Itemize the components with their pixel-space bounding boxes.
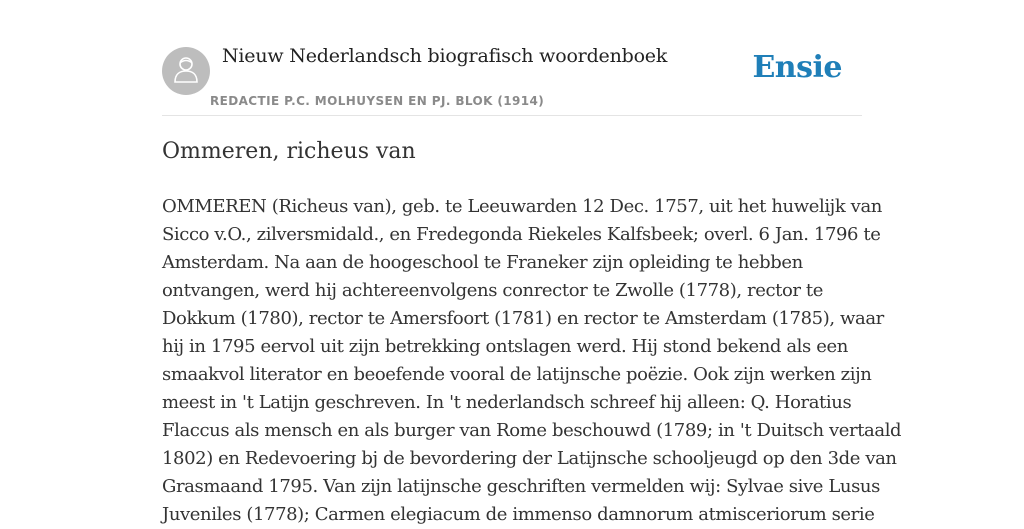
user-icon xyxy=(173,55,199,88)
page-title: Ommeren, richeus van xyxy=(162,139,416,164)
entry-text-line: meest in 't Latijn geschreven. In 't nederlandsch schreef hij alleen: Q. Horatius xyxy=(162,392,852,413)
entry-text-line: Grasmaand 1795. Van zijn latijnsche geschriften vermelden wij: Sylvae sive Lusus xyxy=(162,476,880,497)
avatar[interactable] xyxy=(162,47,210,95)
divider xyxy=(162,115,862,116)
source-title[interactable]: Nieuw Nederlandsch biografisch woordenboek xyxy=(222,45,668,67)
entry-text-line: Sicco v.O., zilversmidald., en Fredegonda Riekeles Kalfsbeek; overl. 6 Jan. 1796 te xyxy=(162,224,881,245)
entry-text-line: smaakvol literator en beoefende vooral de latijnsche poëzie. Ook zijn werken zijn xyxy=(162,364,872,385)
entry-text-line: Dokkum (1780), rector te Amersfoort (1781) en rector te Amsterdam (1785), waar xyxy=(162,308,884,329)
page xyxy=(162,0,902,525)
ensie-logo[interactable]: Ensie xyxy=(752,50,842,85)
source-editors: REDACTIE P.C. MOLHUYSEN EN PJ. BLOK (1914) xyxy=(210,94,545,108)
entry-text-line: ontvangen, werd hij achtereenvolgens conrector te Zwolle (1778), rector te xyxy=(162,280,824,301)
entry-text-line: Juveniles (1778); Carmen elegiacum de immenso damnorum atmisceriorum serie xyxy=(162,504,875,525)
entry-text-line: hij in 1795 eervol uit zijn betrekking ontslagen werd. Hij stond bekend als een xyxy=(162,336,848,357)
entry-text-line: Amsterdam. Na aan de hoogeschool te Franeker zijn opleiding te hebben xyxy=(162,252,803,273)
entry-text-line: OMMEREN (Richeus van), geb. te Leeuwarden 12 Dec. 1757, uit het huwelijk van xyxy=(162,196,882,217)
entry-text-line: Flaccus als mensch en als burger van Rome beschouwd (1789; in 't Duitsch vertaald xyxy=(162,420,902,441)
entry-text-line: 1802) en Redevoering bj de bevordering der Latijnsche schooljeugd op den 3de van xyxy=(162,448,897,469)
entry-body xyxy=(162,193,902,529)
